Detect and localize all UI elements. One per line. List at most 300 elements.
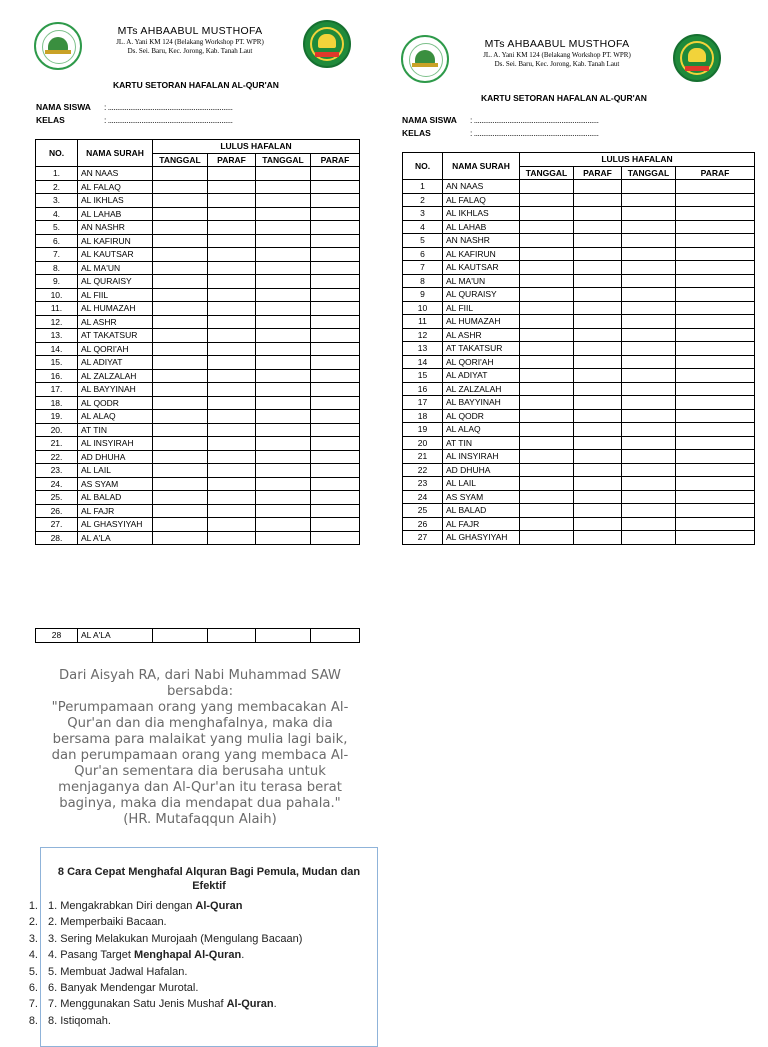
date-cell	[256, 356, 311, 370]
header-signature: PARAF	[311, 153, 360, 167]
surah-name: AL QURAISY	[443, 288, 520, 302]
surah-name: AL INSYIRAH	[78, 437, 153, 451]
tip-number: 4.	[28, 949, 38, 962]
row-number: 1	[403, 180, 443, 194]
surah-name: AL QODR	[78, 396, 153, 410]
tip-item	[0, 996, 380, 1012]
date-cell	[256, 167, 311, 181]
date-cell	[622, 220, 676, 234]
surah-name: AL ALAQ	[443, 423, 520, 437]
tip-number: 1.	[28, 900, 38, 912]
table-row	[403, 409, 755, 423]
table-row	[36, 261, 360, 275]
signature-cell	[208, 531, 256, 545]
table-row	[36, 464, 360, 478]
tip-item	[0, 947, 380, 963]
signature-cell	[574, 342, 622, 356]
row-number: 17.	[36, 383, 78, 397]
row-number: 28	[36, 629, 78, 643]
row-number: 19	[403, 423, 443, 437]
date-cell	[622, 423, 676, 437]
signature-cell	[311, 437, 360, 451]
signature-cell	[574, 450, 622, 464]
row-number: 26.	[36, 504, 78, 518]
date-cell	[256, 261, 311, 275]
table-row	[36, 450, 360, 464]
date-cell	[153, 180, 208, 194]
header-passed: LULUS HAFALAN	[153, 140, 360, 154]
date-cell	[256, 288, 311, 302]
date-cell	[153, 410, 208, 424]
date-cell	[256, 221, 311, 235]
row-number: 21	[403, 450, 443, 464]
date-cell	[520, 450, 574, 464]
student-name-blank: : ...................................................................	[104, 102, 233, 112]
date-cell	[256, 410, 311, 424]
signature-cell	[311, 410, 360, 424]
row-number: 6.	[36, 234, 78, 248]
date-cell	[153, 504, 208, 518]
signature-cell	[676, 382, 755, 396]
signature-cell	[311, 464, 360, 478]
surah-name: AL KAUTSAR	[78, 248, 153, 262]
signature-cell	[574, 247, 622, 261]
table-row	[36, 518, 360, 532]
row-number: 16	[403, 382, 443, 396]
date-cell	[153, 342, 208, 356]
date-cell	[153, 396, 208, 410]
memorization-table	[402, 152, 755, 545]
date-cell	[520, 436, 574, 450]
class-label: KELAS	[402, 128, 431, 138]
row-number: 24.	[36, 477, 78, 491]
date-cell	[520, 531, 574, 545]
table-row	[36, 383, 360, 397]
madrasah-seal-icon	[673, 34, 721, 82]
signature-cell	[208, 221, 256, 235]
signature-cell	[208, 275, 256, 289]
date-cell	[153, 302, 208, 316]
date-cell	[256, 437, 311, 451]
signature-cell	[574, 409, 622, 423]
surah-name: AN NAAS	[78, 167, 153, 181]
signature-cell	[208, 180, 256, 194]
date-cell	[256, 329, 311, 343]
signature-cell	[311, 194, 360, 208]
signature-cell	[208, 383, 256, 397]
signature-cell	[676, 180, 755, 194]
signature-cell	[208, 410, 256, 424]
row-number: 7	[403, 261, 443, 275]
class-blank: : ...................................................................	[470, 128, 599, 138]
date-cell	[520, 490, 574, 504]
signature-cell	[574, 355, 622, 369]
row-number: 5	[403, 234, 443, 248]
date-cell	[153, 167, 208, 181]
row-number: 13.	[36, 329, 78, 343]
date-cell	[153, 194, 208, 208]
table-row	[403, 301, 755, 315]
date-cell	[153, 491, 208, 505]
table-row	[403, 490, 755, 504]
date-cell	[153, 248, 208, 262]
surah-name: AL LAIL	[78, 464, 153, 478]
signature-cell	[311, 329, 360, 343]
row-number: 18	[403, 409, 443, 423]
school-emblem-icon	[34, 22, 82, 70]
surah-name: AD DHUHA	[78, 450, 153, 464]
surah-name: AL FAJR	[78, 504, 153, 518]
signature-cell	[208, 356, 256, 370]
date-cell	[256, 396, 311, 410]
row-number: 25	[403, 504, 443, 518]
table-row	[36, 477, 360, 491]
row-number: 28.	[36, 531, 78, 545]
date-cell	[153, 275, 208, 289]
tip-text	[48, 898, 242, 914]
header-date: TANGGAL	[153, 153, 208, 167]
date-cell	[622, 315, 676, 329]
table-row	[403, 288, 755, 302]
tip-item	[0, 964, 380, 980]
date-cell	[256, 629, 311, 643]
row-number: 15.	[36, 356, 78, 370]
student-name-field	[36, 102, 232, 112]
date-cell	[622, 247, 676, 261]
date-cell	[622, 531, 676, 545]
date-cell	[520, 517, 574, 531]
tip-number: 7.	[28, 998, 38, 1011]
signature-cell	[676, 207, 755, 221]
header-date: TANGGAL	[520, 166, 574, 180]
row-number: 9	[403, 288, 443, 302]
row-number: 15	[403, 369, 443, 383]
signature-cell	[311, 369, 360, 383]
class-field	[36, 115, 232, 125]
signature-cell	[311, 356, 360, 370]
date-cell	[153, 464, 208, 478]
signature-cell	[208, 477, 256, 491]
surah-name: AT TIN	[443, 436, 520, 450]
surah-name: AL BALAD	[443, 504, 520, 518]
date-cell	[622, 301, 676, 315]
row-number: 27	[403, 531, 443, 545]
date-cell	[622, 382, 676, 396]
signature-cell	[208, 329, 256, 343]
date-cell	[153, 329, 208, 343]
date-cell	[256, 477, 311, 491]
date-cell	[520, 234, 574, 248]
table-row	[403, 477, 755, 491]
tip-text-main: 8. Istiqomah.	[48, 1014, 111, 1027]
signature-cell	[311, 180, 360, 194]
row-number: 14.	[36, 342, 78, 356]
row-number: 4.	[36, 207, 78, 221]
row-number: 24	[403, 490, 443, 504]
row-number: 7.	[36, 248, 78, 262]
tip-divider	[40, 933, 41, 946]
date-cell	[520, 423, 574, 437]
signature-cell	[574, 382, 622, 396]
row-number: 10.	[36, 288, 78, 302]
table-row	[403, 342, 755, 356]
table-row	[36, 207, 360, 221]
row-number: 12.	[36, 315, 78, 329]
date-cell	[622, 234, 676, 248]
tip-text	[48, 947, 244, 963]
table-row	[36, 356, 360, 370]
table-row	[36, 302, 360, 316]
table-row	[36, 423, 360, 437]
card-title: KARTU SETORAN HAFALAN AL-QUR'AN	[481, 93, 647, 103]
date-cell	[520, 220, 574, 234]
signature-cell	[574, 315, 622, 329]
tip-text-main: 6. Banyak Mendengar Murotal.	[48, 981, 199, 994]
row-number: 22	[403, 463, 443, 477]
signature-cell	[311, 383, 360, 397]
surah-name: AL KAFIRUN	[78, 234, 153, 248]
row-number: 11	[403, 315, 443, 329]
table-row	[403, 328, 755, 342]
row-number: 23.	[36, 464, 78, 478]
tip-text-main: 3. Sering Melakukan Murojaah (Mengulang Bacaan)	[48, 932, 303, 945]
date-cell	[622, 396, 676, 410]
surah-name: AL ADIYAT	[78, 356, 153, 370]
row-number: 8.	[36, 261, 78, 275]
date-cell	[622, 180, 676, 194]
table-row	[36, 342, 360, 356]
date-cell	[153, 423, 208, 437]
date-cell	[256, 315, 311, 329]
row-number: 14	[403, 355, 443, 369]
signature-cell	[676, 234, 755, 248]
tip-number: 2.	[28, 916, 38, 929]
tip-item	[0, 931, 380, 947]
signature-cell	[574, 477, 622, 491]
table-row	[403, 180, 755, 194]
surah-name: AL FIIL	[78, 288, 153, 302]
tip-text	[48, 980, 198, 996]
surah-name: AS SYAM	[443, 490, 520, 504]
date-cell	[256, 369, 311, 383]
class-label: KELAS	[36, 115, 65, 125]
signature-cell	[676, 409, 755, 423]
surah-name: AL MA'UN	[443, 274, 520, 288]
surah-name: AL INSYIRAH	[443, 450, 520, 464]
date-cell	[153, 234, 208, 248]
date-cell	[622, 207, 676, 221]
surah-name: AL QORI'AH	[443, 355, 520, 369]
surah-name: AL LAHAB	[443, 220, 520, 234]
surah-name: AL LAHAB	[78, 207, 153, 221]
surah-name: AL ASHR	[78, 315, 153, 329]
table-row	[403, 517, 755, 531]
signature-cell	[208, 234, 256, 248]
school-name: MTs AHBAABUL MUSTHOFA	[484, 38, 630, 50]
signature-cell	[208, 629, 256, 643]
date-cell	[622, 450, 676, 464]
date-cell	[520, 247, 574, 261]
date-cell	[622, 477, 676, 491]
date-cell	[622, 436, 676, 450]
signature-cell	[311, 261, 360, 275]
tip-text-end: .	[273, 998, 277, 1011]
date-cell	[256, 194, 311, 208]
signature-cell	[311, 167, 360, 181]
date-cell	[622, 274, 676, 288]
surah-name: AL FIIL	[443, 301, 520, 315]
school-address-line-1: JL. A. Yani KM 124 (Belakang Workshop PT. WPR)	[116, 38, 264, 46]
class-blank: : ...................................................................	[104, 115, 233, 125]
header-surah: NAMA SURAH	[78, 140, 153, 167]
hadith-text: "Perumpamaan orang yang membacakan Al-Qur'an dan dia menghafalnya, maka dia bersama para malaikat yang mulia lagi baik, dan perumpamaan orang yang membaca Al-Qur'an sementara dia berusaha untuk menjaganya dan Al-Qur'an itu terasa berat baginya, maka dia mendapat dua pahala."	[51, 700, 349, 811]
tip-text-main: 2. Memperbaiki Bacaan.	[48, 916, 167, 929]
student-name-label: NAMA SISWA	[402, 115, 457, 125]
date-cell	[256, 275, 311, 289]
row-number: 23	[403, 477, 443, 491]
row-number: 20	[403, 436, 443, 450]
date-cell	[622, 517, 676, 531]
row-number: 13	[403, 342, 443, 356]
tip-text-main: 5. Membuat Jadwal Hafalan.	[48, 965, 188, 978]
signature-cell	[676, 328, 755, 342]
signature-cell	[676, 450, 755, 464]
signature-cell	[574, 328, 622, 342]
header-date: TANGGAL	[256, 153, 311, 167]
surah-name: AL GHASYIYAH	[78, 518, 153, 532]
date-cell	[520, 409, 574, 423]
surah-name: AL IKHLAS	[78, 194, 153, 208]
row-number: 27.	[36, 518, 78, 532]
signature-cell	[311, 234, 360, 248]
row-number: 2	[403, 193, 443, 207]
table-row	[403, 504, 755, 518]
surah-name: AN NASHR	[443, 234, 520, 248]
signature-cell	[676, 396, 755, 410]
date-cell	[622, 328, 676, 342]
date-cell	[256, 450, 311, 464]
table-row	[403, 220, 755, 234]
surah-name: AL BAYYINAH	[78, 383, 153, 397]
table-row	[403, 369, 755, 383]
date-cell	[153, 450, 208, 464]
signature-cell	[574, 436, 622, 450]
signature-cell	[676, 220, 755, 234]
signature-cell	[208, 261, 256, 275]
surah-name: AL A'LA	[78, 531, 153, 545]
signature-cell	[676, 531, 755, 545]
signature-cell	[676, 342, 755, 356]
surah-name: AN NASHR	[78, 221, 153, 235]
header-date: TANGGAL	[622, 166, 676, 180]
date-cell	[153, 383, 208, 397]
date-cell	[622, 261, 676, 275]
surah-name: AL ALAQ	[78, 410, 153, 424]
student-name-field	[402, 115, 598, 125]
table-row	[36, 504, 360, 518]
header-signature: PARAF	[676, 166, 755, 180]
date-cell	[622, 193, 676, 207]
surah-name: AL KAUTSAR	[443, 261, 520, 275]
signature-cell	[208, 369, 256, 383]
row-number: 19.	[36, 410, 78, 424]
table-row	[403, 396, 755, 410]
header-signature: PARAF	[208, 153, 256, 167]
table-row	[403, 315, 755, 329]
date-cell	[256, 423, 311, 437]
header-no: NO.	[36, 140, 78, 167]
signature-cell	[574, 234, 622, 248]
date-cell	[622, 490, 676, 504]
signature-cell	[208, 194, 256, 208]
signature-cell	[574, 504, 622, 518]
signature-cell	[676, 423, 755, 437]
table-row	[403, 193, 755, 207]
tip-text-bold: Al-Quran	[195, 900, 243, 912]
school-emblem-icon	[401, 35, 449, 83]
surah-name: AS SYAM	[78, 477, 153, 491]
tip-text-main: 4. Pasang Target	[48, 949, 135, 962]
row-number: 20.	[36, 423, 78, 437]
surah-name: AL BALAD	[78, 491, 153, 505]
row-number: 21.	[36, 437, 78, 451]
date-cell	[153, 477, 208, 491]
surah-name: AL QURAISY	[78, 275, 153, 289]
signature-cell	[311, 342, 360, 356]
signature-cell	[574, 180, 622, 194]
table-row	[36, 315, 360, 329]
row-number: 18.	[36, 396, 78, 410]
signature-cell	[311, 302, 360, 316]
header-passed: LULUS HAFALAN	[520, 153, 755, 167]
signature-cell	[311, 248, 360, 262]
row-number: 9.	[36, 275, 78, 289]
signature-cell	[574, 220, 622, 234]
table-row	[36, 275, 360, 289]
tip-text	[48, 1013, 111, 1029]
surah-name: AL KAFIRUN	[443, 247, 520, 261]
row-number: 25.	[36, 491, 78, 505]
row-number: 17	[403, 396, 443, 410]
tip-text	[48, 914, 167, 930]
date-cell	[153, 261, 208, 275]
signature-cell	[311, 207, 360, 221]
signature-cell	[574, 207, 622, 221]
date-cell	[520, 301, 574, 315]
signature-cell	[208, 302, 256, 316]
signature-cell	[208, 315, 256, 329]
signature-cell	[574, 288, 622, 302]
signature-cell	[574, 274, 622, 288]
date-cell	[622, 288, 676, 302]
table-row	[36, 234, 360, 248]
date-cell	[256, 464, 311, 478]
hadith-intro: Dari Aisyah RA, dari Nabi Muhammad SAW bersabda:	[59, 668, 341, 699]
date-cell	[520, 382, 574, 396]
surah-name: AL ZALZALAH	[443, 382, 520, 396]
signature-cell	[311, 450, 360, 464]
signature-cell	[311, 531, 360, 545]
tip-text-main: 7. Menggunakan Satu Jenis Mushaf	[48, 998, 227, 1011]
date-cell	[153, 369, 208, 383]
row-number: 4	[403, 220, 443, 234]
signature-cell	[676, 477, 755, 491]
table-row	[36, 180, 360, 194]
table-row	[36, 437, 360, 451]
memorization-table	[35, 139, 360, 545]
tip-text-main: 1. Mengakrabkan Diri dengan	[48, 900, 196, 912]
date-cell	[256, 207, 311, 221]
